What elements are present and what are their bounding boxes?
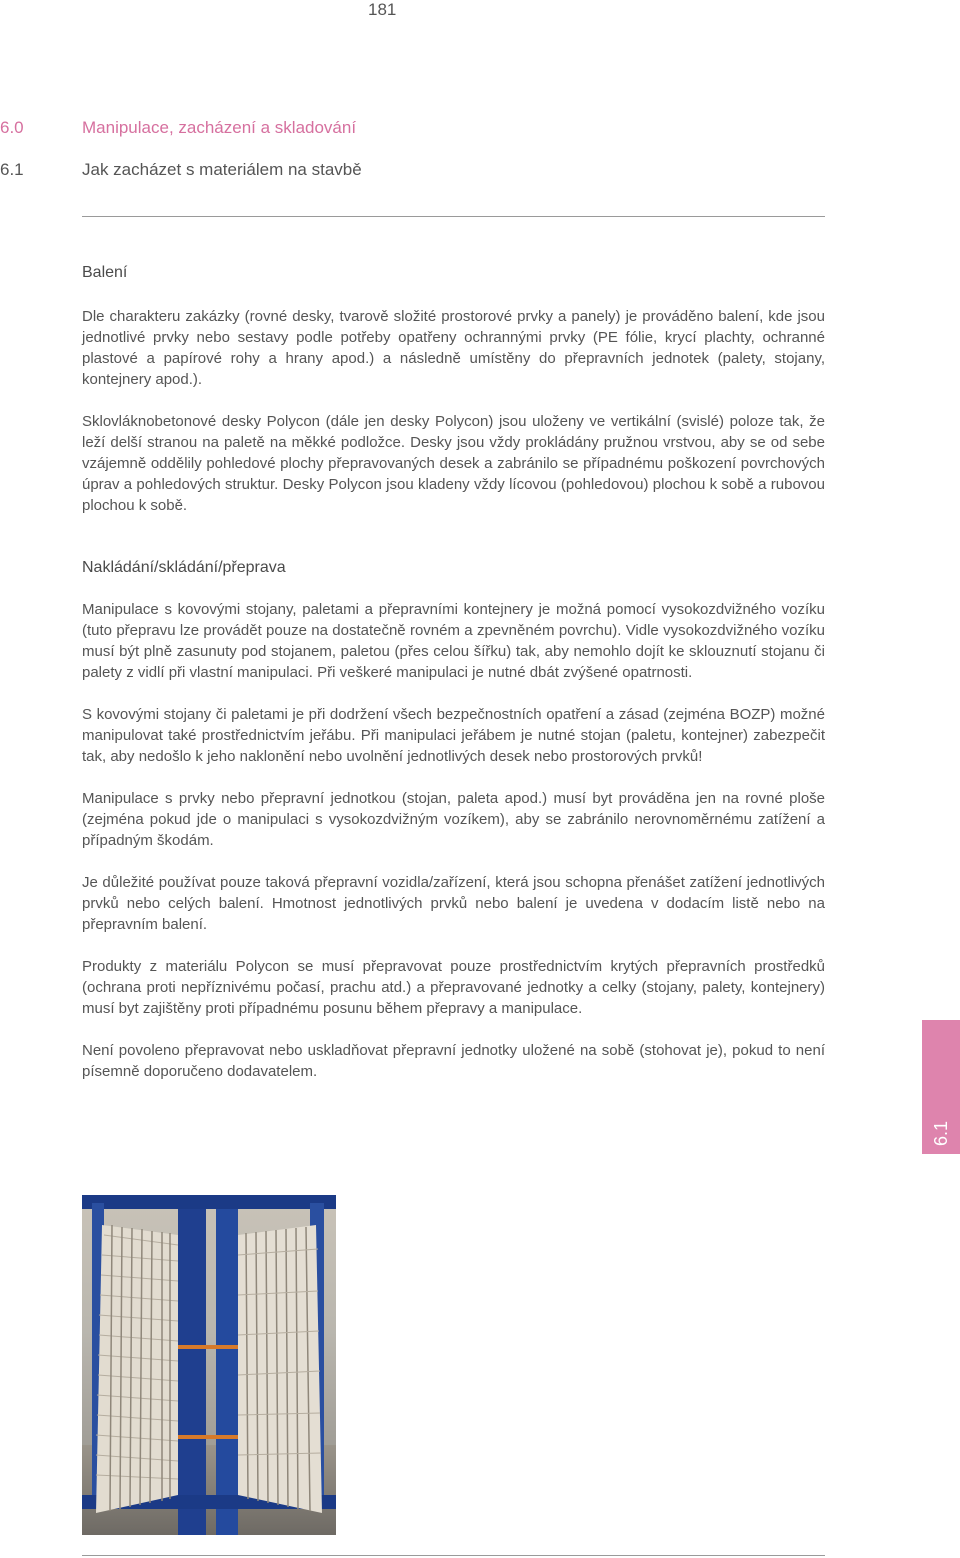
section-number: 6.1: [0, 160, 24, 179]
side-tab-label: 6.1: [931, 1120, 951, 1146]
paragraph-nakladani-6: Není povoleno přepravovat nebo uskladňovat přepravní jednotky uložené na sobě (stohovat je), pokud to není písemně doporučeno dodavatelem.: [82, 1042, 825, 1080]
chapter-number: 6.0: [0, 118, 24, 137]
paragraph-baleni-2: Sklovláknobetonové desky Polycon (dále jen desky Polycon) jsou uloženy ve vertikální (svislé) poloze tak, že leží delší stranou na paletě na měkké podložce. Desky jsou vždy prokládány pružnou vrstvou, aby se od sebe vzájemně oddělily pohledové plochy přepravovaných desek a zabránilo se případnému poškození povrchových úprav a pohledových struktur. Desky Polycon jsou kladeny vždy lícovou (pohledovou) plochou k sobě a rubovou plochou k sobě.: [82, 413, 825, 514]
page-number: 181: [368, 0, 397, 19]
divider-top: [82, 216, 825, 217]
main-content: [82, 262, 825, 1082]
paragraph-nakladani-2: S kovovými stojany či paletami je při dodržení všech bezpečnostních opatření a zásad (zejména BOZP) možné manipulovat také prostřednictvím jeřábu. Při manipulaci jeřábem je nutné stojan (paletu, kontejner) zabezpečit tak, aby nedošlo k jeho naklonění nebo uvolnění jednotlivých desek nebo prostorových prvků!: [82, 706, 825, 765]
paragraph-baleni-1: Dle charakteru zakázky (rovné desky, tvarově složité prostorové prvky a panely) je prováděno balení, kde jsou jednotlivé prvky nebo sestavy podle potřeby opatřeny ochrannými prvky (PE fólie, krycí plachty, ochranné plastové a papírové rohy a hrany apod.) a následně umístěny do přepravních jednotek (palety, stojany, kontejnery apod.).: [82, 308, 825, 388]
paragraph-nakladani-4: Je důležité používat pouze taková přepravní vozidla/zařízení, která jsou schopna přenášet zatížení jednotlivých prvků nebo celých balení. Hmotnost jednotlivých prvků nebo balení je uvedena v dodacím listě nebo na přepravním balení.: [82, 874, 825, 933]
paragraph-nakladani-5: Produkty z materiálu Polycon se musí přepravovat pouze prostřednictvím krytých přepravních prostředků (ochrana proti nepříznivému počasí, prachu atd.) a přepravované jednotky a celky (stojany, palety, kontejnery) musí byt zajištěny proti případnému posunu během přepravy a manipulace.: [82, 958, 825, 1017]
chapter-title: Manipulace, zacházení a skladování: [82, 118, 357, 137]
panel-stack-left: [96, 1225, 178, 1513]
photo-stacked-panels: [82, 1195, 336, 1535]
section-title: Jak zacházet s materiálem na stavbě: [82, 160, 362, 179]
paragraph-nakladani-1: Manipulace s kovovými stojany, paletami a přepravními kontejnery je možná pomocí vysokozdvižného vozíku (tuto přepravu lze provádět pouze na dostatečně rovném a zpevněném povrchu). Vidle vysokozdvižného vozíku musí být plně zasunuty pod stojanem, paletou (přes celou šířku) tak, aby nemohlo dojít ke sklouznutí stojanu či palety z vidlí při vlastní manipulaci. Při veškeré manipulaci je nutné dbát zvýšené opatrnosti.: [82, 601, 825, 681]
panels-on-rack-image: [82, 1195, 336, 1535]
divider-bottom: [82, 1555, 825, 1556]
paragraph-nakladani-3: Manipulace s prvky nebo přepravní jednotkou (stojan, paleta apod.) musí byt prováděna jen na rovné ploše (zejména pokud jde o manipulaci s vysokozdvižným vozíkem), aby se zabránilo nerovnoměrnému zatížení a případným škodám.: [82, 790, 825, 849]
subheading-nakladani: Nakládání/skládání/přeprava: [82, 559, 286, 576]
panel-stack-right: [238, 1225, 322, 1513]
section-side-tab: [922, 1020, 960, 1154]
subheading-baleni: Balení: [82, 264, 128, 281]
